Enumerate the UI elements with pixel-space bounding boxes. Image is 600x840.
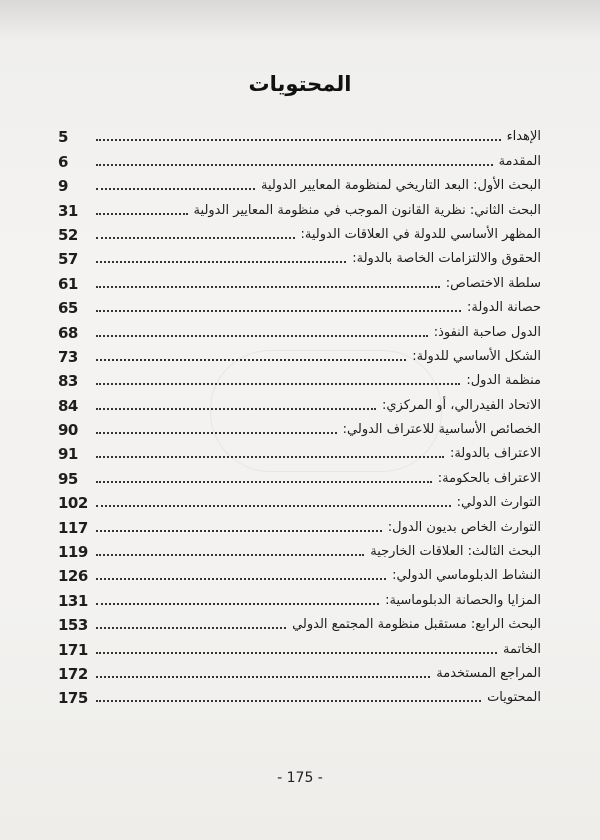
toc-page-number: 31 xyxy=(58,201,78,220)
toc-dot-leader xyxy=(96,651,497,654)
toc-page-number: 171 xyxy=(58,640,88,659)
toc-entry xyxy=(58,366,541,390)
toc-entry xyxy=(58,634,541,658)
toc-dot-leader xyxy=(96,138,501,141)
toc-entry xyxy=(58,463,541,487)
toc-entry xyxy=(58,415,541,439)
toc-page-number: 83 xyxy=(58,372,78,391)
toc-entry xyxy=(58,220,541,244)
toc-entry-title: التوارث الخاص بديون الدول: xyxy=(387,519,541,535)
toc-dot-leader xyxy=(96,431,337,434)
toc-entry xyxy=(58,293,541,317)
toc-dot-leader xyxy=(96,699,481,702)
toc-page-number: 73 xyxy=(58,347,78,366)
page-top-shadow xyxy=(0,0,600,40)
toc-entry xyxy=(58,244,541,268)
toc-page-number: 175 xyxy=(58,689,88,708)
toc-entry xyxy=(58,171,541,195)
page-title: المحتويات xyxy=(248,72,352,96)
toc-dot-leader xyxy=(96,626,286,629)
toc-entry-title: المزايا والحصانة الدبلوماسية: xyxy=(385,592,541,608)
toc-entry-title: سلطة الاختصاص: xyxy=(445,275,541,291)
toc-dot-leader xyxy=(96,309,461,312)
toc-dot-leader xyxy=(96,285,440,288)
toc-entry-title: المراجع المستخدمة xyxy=(436,665,541,681)
toc-entry xyxy=(58,342,541,366)
toc-entry-title: الاعتراف بالحكومة: xyxy=(437,470,541,486)
toc-entry-title: الحقوق والالتزامات الخاصة بالدولة: xyxy=(352,251,541,267)
toc-page-number: 68 xyxy=(58,323,78,342)
toc-entry-title: الخاتمة xyxy=(502,641,541,657)
toc-dot-leader xyxy=(96,577,386,580)
toc-page-number: 119 xyxy=(58,543,88,562)
toc-entry xyxy=(58,585,541,609)
toc-dot-leader xyxy=(96,334,428,337)
toc-page-number: 153 xyxy=(58,616,88,635)
toc-entry-title: الاتحاد الفيدرالي، أو المركزي: xyxy=(381,397,541,413)
toc-entry xyxy=(58,439,541,463)
table-of-contents xyxy=(58,122,541,707)
toc-dot-leader xyxy=(96,407,376,410)
toc-entry xyxy=(58,146,541,170)
toc-page-number: 126 xyxy=(58,567,88,586)
toc-entry-title: المحتويات xyxy=(487,690,541,706)
toc-entry-title: الشكل الأساسي للدولة: xyxy=(412,348,541,364)
toc-page-number: 65 xyxy=(58,299,78,318)
toc-entry xyxy=(58,561,541,585)
toc-entry-title: البحث الرابع: مستقبل منظومة المجتمع الدولي xyxy=(292,617,541,633)
toc-entry xyxy=(58,488,541,512)
page-number: - 175 - xyxy=(277,770,323,786)
toc-entry-title: البحث الأول: البعد التاريخي لمنظومة المعايير الدولية xyxy=(260,178,541,194)
toc-dot-leader xyxy=(96,455,444,458)
toc-entry-title: حصانة الدولة: xyxy=(467,300,541,316)
toc-entry xyxy=(58,122,541,146)
toc-entry xyxy=(58,195,541,219)
toc-dot-leader xyxy=(96,602,379,605)
toc-entry xyxy=(58,610,541,634)
toc-dot-leader xyxy=(96,675,430,678)
toc-page-number: 9 xyxy=(58,177,68,196)
toc-dot-leader xyxy=(96,504,451,507)
toc-entry-title: النشاط الدبلوماسي الدولي: xyxy=(392,568,541,584)
toc-dot-leader xyxy=(96,260,346,263)
toc-entry-title: منظمة الدول: xyxy=(466,373,541,389)
toc-page-number: 91 xyxy=(58,445,78,464)
toc-entry-title: الدول صاحبة النفوذ: xyxy=(433,324,541,340)
toc-entry xyxy=(58,512,541,536)
toc-page-number: 95 xyxy=(58,469,78,488)
toc-entry-title: الاعتراف بالدولة: xyxy=(449,446,541,462)
toc-page-number: 117 xyxy=(58,518,88,537)
toc-page-number: 131 xyxy=(58,591,88,610)
toc-dot-leader xyxy=(96,358,406,361)
toc-entry-title: الخصائص الأساسية للاعتراف الدولي: xyxy=(342,422,541,438)
toc-entry-title: التوارث الدولي: xyxy=(456,495,541,511)
toc-entry xyxy=(58,268,541,292)
toc-entry-title: المظهر الأساسي للدولة في العلاقات الدولية: xyxy=(300,226,541,242)
toc-entry xyxy=(58,683,541,707)
toc-entry-title: الإهداء xyxy=(506,129,541,145)
toc-dot-leader xyxy=(96,212,188,215)
toc-page-number: 61 xyxy=(58,274,78,293)
toc-entry xyxy=(58,537,541,561)
toc-page-number: 102 xyxy=(58,494,88,513)
toc-dot-leader xyxy=(96,529,382,532)
toc-page-number: 57 xyxy=(58,250,78,269)
toc-entry-title: المقدمة xyxy=(498,153,541,169)
toc-page-number: 52 xyxy=(58,225,78,244)
toc-page-number: 90 xyxy=(58,421,78,440)
toc-entry-title: البحث الثالث: العلاقات الخارجية xyxy=(370,544,541,560)
toc-entry xyxy=(58,317,541,341)
toc-dot-leader xyxy=(96,163,493,166)
toc-page-number: 172 xyxy=(58,664,88,683)
toc-dot-leader xyxy=(96,236,295,239)
toc-page-number: 6 xyxy=(58,152,68,171)
toc-entry-title: البحث الثاني: نظرية القانون الموجب في منظومة المعايير الدولية xyxy=(193,202,541,218)
toc-dot-leader xyxy=(96,382,460,385)
toc-dot-leader xyxy=(96,553,364,556)
toc-dot-leader xyxy=(96,187,255,190)
toc-page-number: 84 xyxy=(58,396,78,415)
toc-dot-leader xyxy=(96,480,432,483)
toc-page-number: 5 xyxy=(58,128,68,147)
toc-entry xyxy=(58,659,541,683)
toc-entry xyxy=(58,390,541,414)
